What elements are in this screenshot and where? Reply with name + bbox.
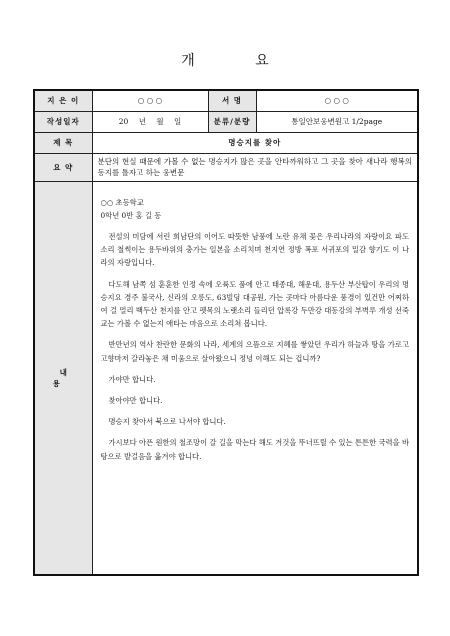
student-line: 0학년 0반 홍 길 동	[100, 210, 162, 220]
content-label: 내 용	[34, 181, 92, 575]
summary-value: 분단의 현실 때문에 가볼 수 없는 명승지가 많은 곳을 안타까워하고 그 곳을 찾아 새나라 행복의 동지를 틀자고 하는 웅변문	[92, 153, 418, 181]
outline-form-table	[33, 89, 419, 576]
subject-value: 명승지를 찾아	[92, 132, 418, 153]
paragraph-7: 가시보다 아픈 원한의 철조망이 갈 길을 막는다 해도 겨것을 뚜너뜨릴 수 있는 튼튼한 국력을 바탕으로 발걸음을 옮겨야 합니다.	[100, 438, 409, 461]
paragraph-4: 가야만 합니다.	[108, 374, 156, 384]
speech-text	[101, 196, 410, 463]
page-title: 개 요	[181, 53, 297, 69]
content-row	[34, 181, 418, 575]
category-value: 통일안보웅변원고 1/2page	[256, 111, 418, 132]
category-label: 분류/분량	[208, 111, 256, 132]
date-value: 20 년 월 일	[92, 111, 208, 132]
date-label: 작성일자	[34, 111, 92, 132]
paragraph-6: 명승지 찾아서 북으로 나서야 합니다.	[108, 417, 226, 427]
date-row	[34, 111, 418, 132]
summary-row	[34, 153, 418, 181]
paragraph-3: 반만년의 역사 찬란한 문화의 나라, 세계의 으뜸으로 지혜를 쌓았던 우리가 하늘과 땅을 가로고 고향마저 갈라놓은 채 미움으로 살아왔으니 정녕 이해도 되는 겁니까?	[100, 340, 409, 363]
author-row	[34, 90, 418, 111]
paragraph-1: 전설의 미담에 서린 희남단의 이어도 따뜻한 남풍에 노란 유채 꽃은 우리나라의 자랑이요 파도소리 철썩이는 용두바위의 충가는 일본을 소리치며 천지연 정방 폭포 서귀포의 밀감 향기도 이 나라의 자랑입니다.	[100, 231, 409, 268]
summary-label: 요 약	[34, 153, 92, 181]
paragraph-2: 다도해 남쪽 섬 훈훈한 인정 속에 오륙도 품에 안고 태종대, 해운대, 용두산 부산탑이 우리의 명승지요 경주 불국사, 신라의 오릉도, 63빌딩 대공원, 가는 곳마다 아름다운 풍경이 있건만 어찌하여 걸 멀리 백두산 천지를 안고 펫목의 노랫소리 들리던 압록강 두만강 대동강의 부벽루 개성 선죽교는 가볼 수 없는지 애타는 마음으로 소리쳐 봅니다.	[100, 279, 409, 329]
school-line: ○○ 초등학교	[100, 197, 144, 207]
content-body	[92, 181, 418, 575]
author-value: ○ ○ ○	[92, 90, 208, 111]
author-label: 지 은 이	[34, 90, 92, 111]
book-name-value: ○ ○ ○	[256, 90, 418, 111]
paragraph-5: 찾아야만 합니다.	[108, 395, 163, 405]
book-name-label: 서 명	[208, 90, 256, 111]
subject-row	[34, 132, 418, 153]
subject-label: 제 목	[34, 132, 92, 153]
